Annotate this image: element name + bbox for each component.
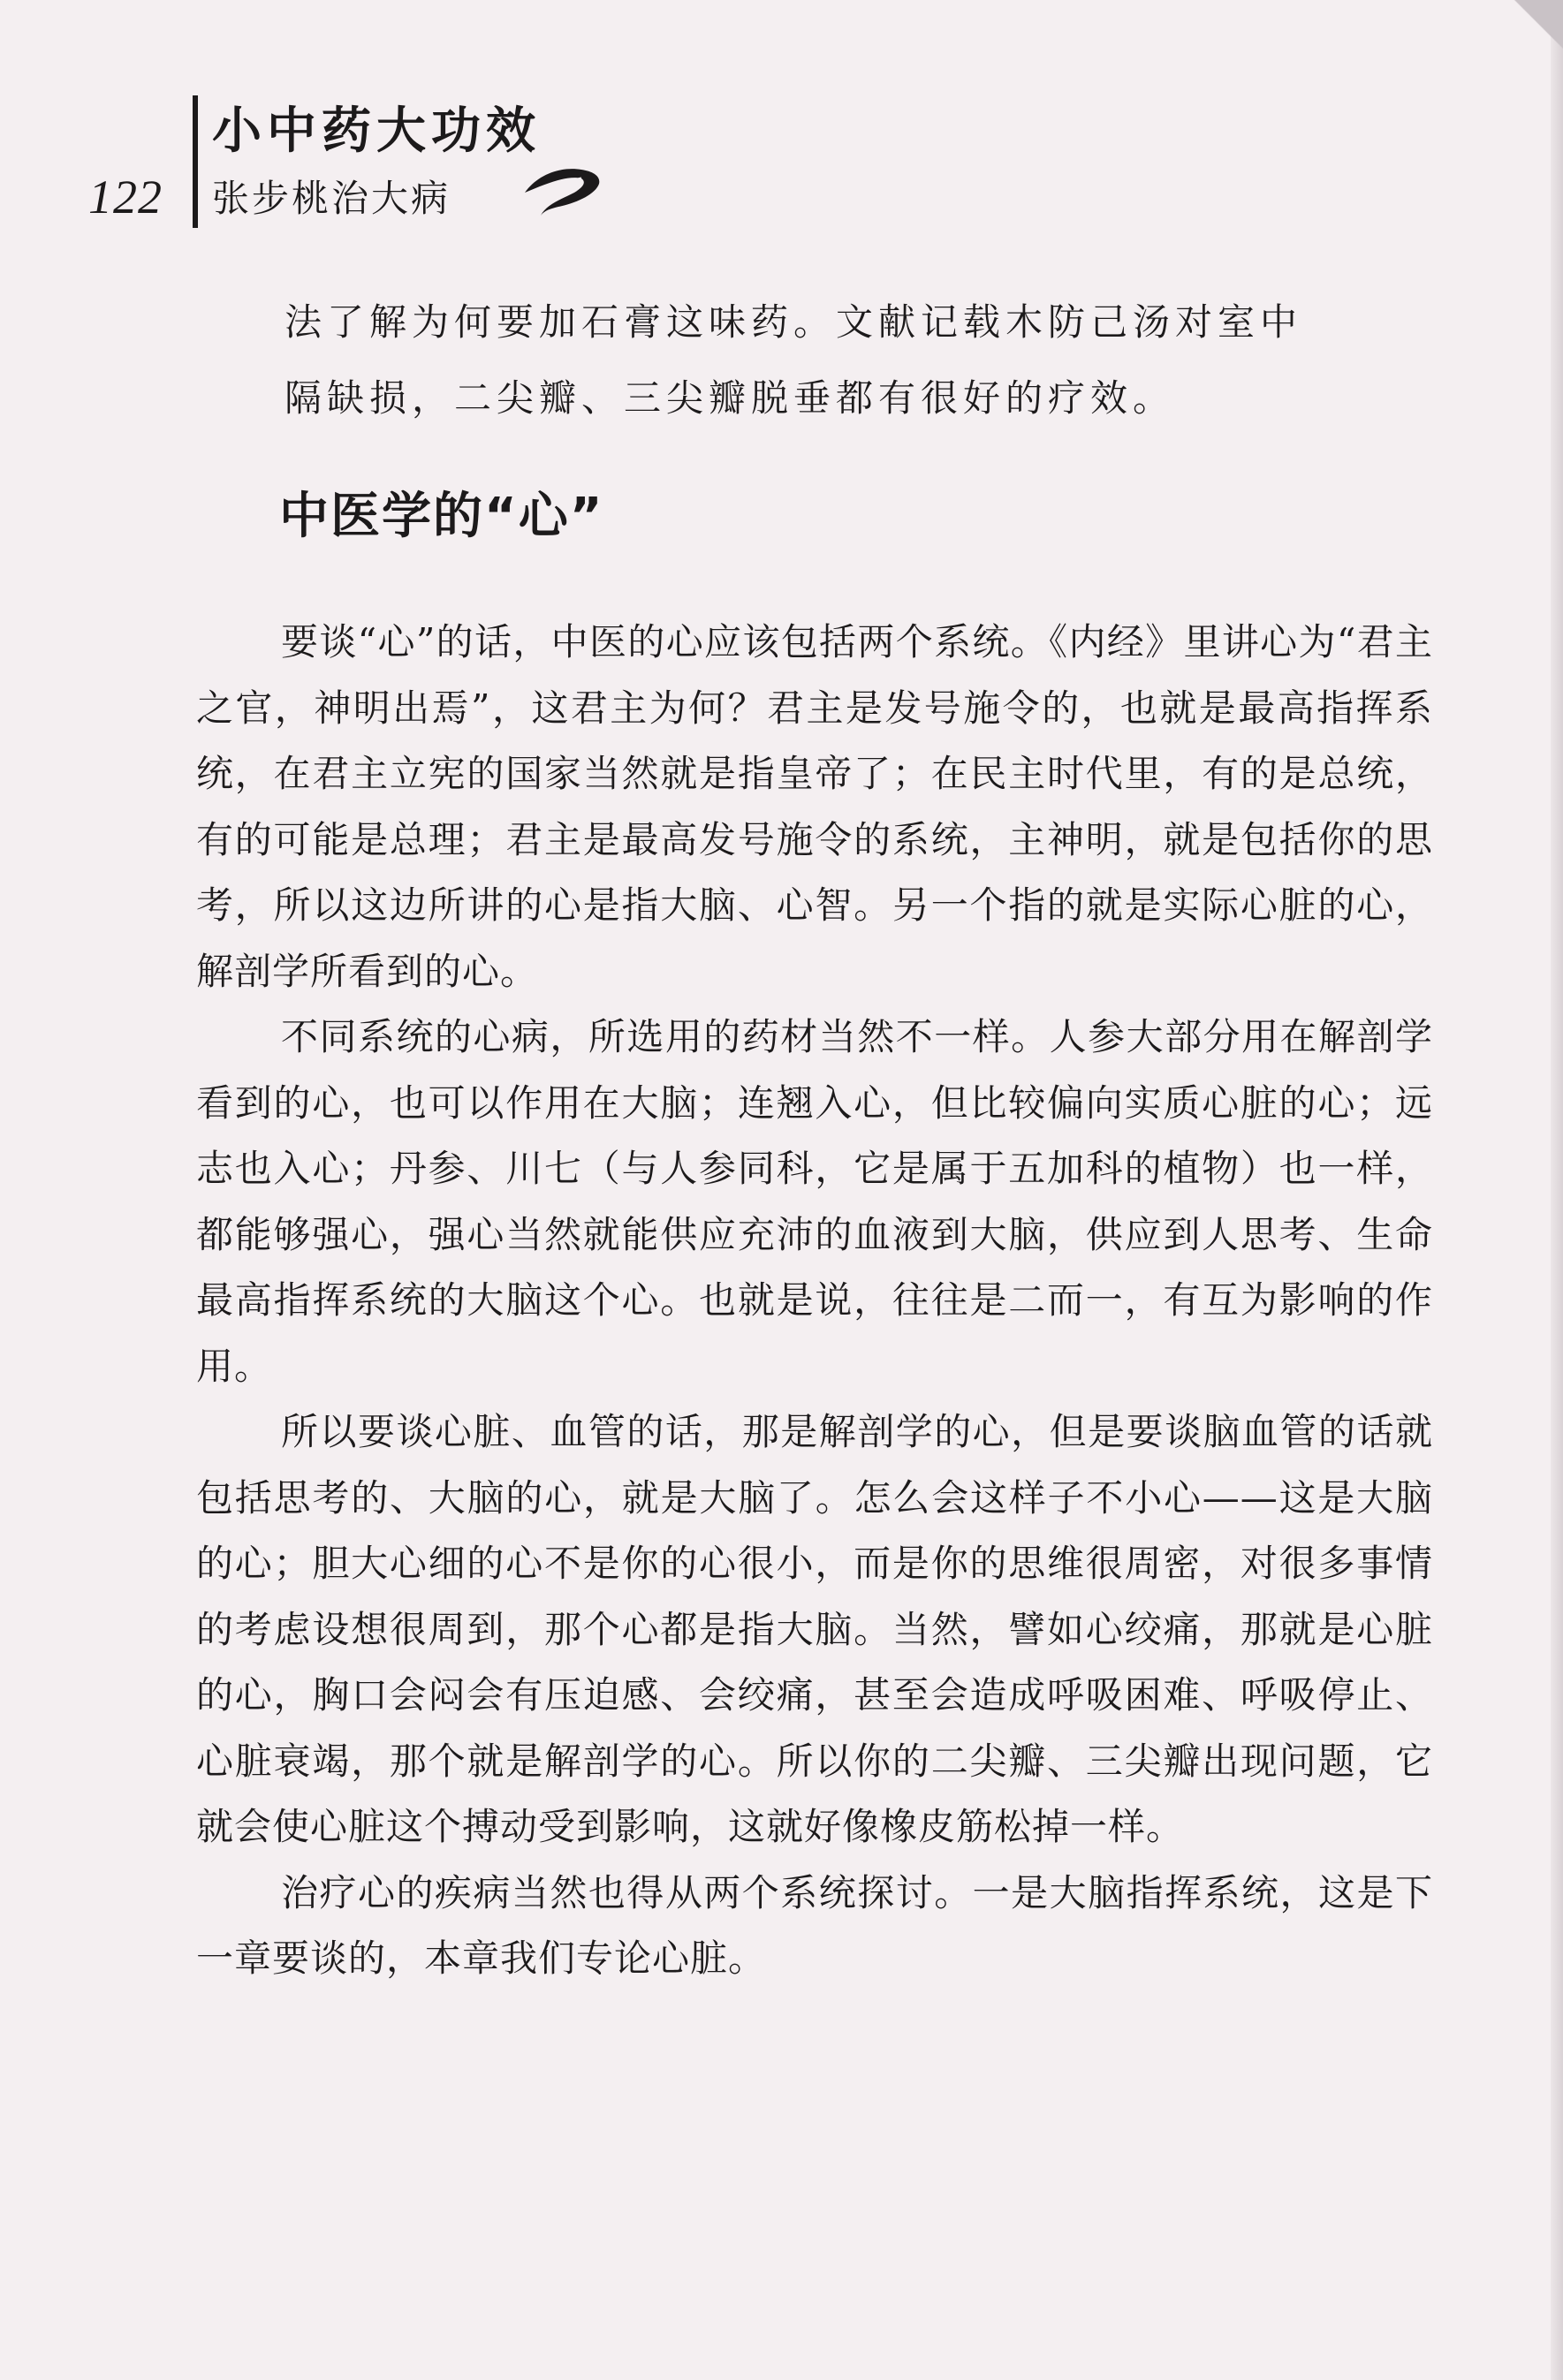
intro-line: 隔缺损，二尖瓣、三尖瓣脱垂都有很好的疗效。 [285, 376, 1176, 420]
header-divider [193, 95, 198, 228]
paragraph: 不同系统的心病，所选用的药材当然不一样。人参大部分用在解剖学看到的心，也可以作用在大脑；连翘入心，但比较偏向实质心脏的心；远志也入心；丹参、川七（与人参同科，它是属于五加科的植物）也一样，都能够强心，强心当然就能供应充沛的血液到大脑，供应到人思考、生命最高指挥系统的大脑这个心。也就是说，往往是二而一，有互为影响的作用。 [196, 1015, 1433, 1388]
section-body [196, 610, 1433, 1992]
continued-text [196, 284, 1442, 436]
section-heading: 中医学的“心” [279, 488, 604, 545]
page-number: 122 [88, 171, 163, 224]
paragraph: 要谈“心”的话，中医的心应该包括两个系统。《内经》里讲心为“君主之官，神明出焉”，这君主为何？君主是发号施令的，也就是最高指挥系统，在君主立宪的国家当然就是指皇帝了；在民主时代里，有的是总统，有的可能是总理；君主是最高发号施令的系统，主神明，就是包括你的思考，所以这边所讲的心是指大脑、心智。另一个指的就是实际心脏的心，解剖学所看到的心。 [196, 620, 1433, 993]
running-header [88, 88, 548, 239]
book-title: 小中药大功效 [212, 102, 541, 160]
page-edge-shadow [1551, 0, 1563, 2380]
brush-stroke-icon [520, 157, 604, 219]
book-subtitle: 张步桃治大病 [212, 177, 451, 220]
intro-line: 法了解为何要加石膏这味药。文献记载木防己汤对室中 [285, 300, 1303, 344]
paragraph: 所以要谈心脏、血管的话，那是解剖学的心，但是要谈脑血管的话就包括思考的、大脑的心，就是大脑了。怎么会这样子不小心——这是大脑的心；胆大心细的心不是你的心很小，而是你的思维很周密，对很多事情的考虑设想很周到，那个心都是指大脑。当然，譬如心绞痛，那就是心脏的心，胸口会闷会有压迫感、会绞痛，甚至会造成呼吸困难、呼吸停止、心脏衰竭，那个就是解剖学的心。所以你的二尖瓣、三尖瓣出现问题，它就会使心脏这个搏动受到影响，这就好像橡皮筋松掉一样。 [196, 1410, 1433, 1848]
page-corner-fold [1483, 0, 1563, 80]
paragraph: 治疗心的疾病当然也得从两个系统探讨。一是大脑指挥系统，这是下一章要谈的，本章我们专论心脏。 [196, 1870, 1433, 1980]
